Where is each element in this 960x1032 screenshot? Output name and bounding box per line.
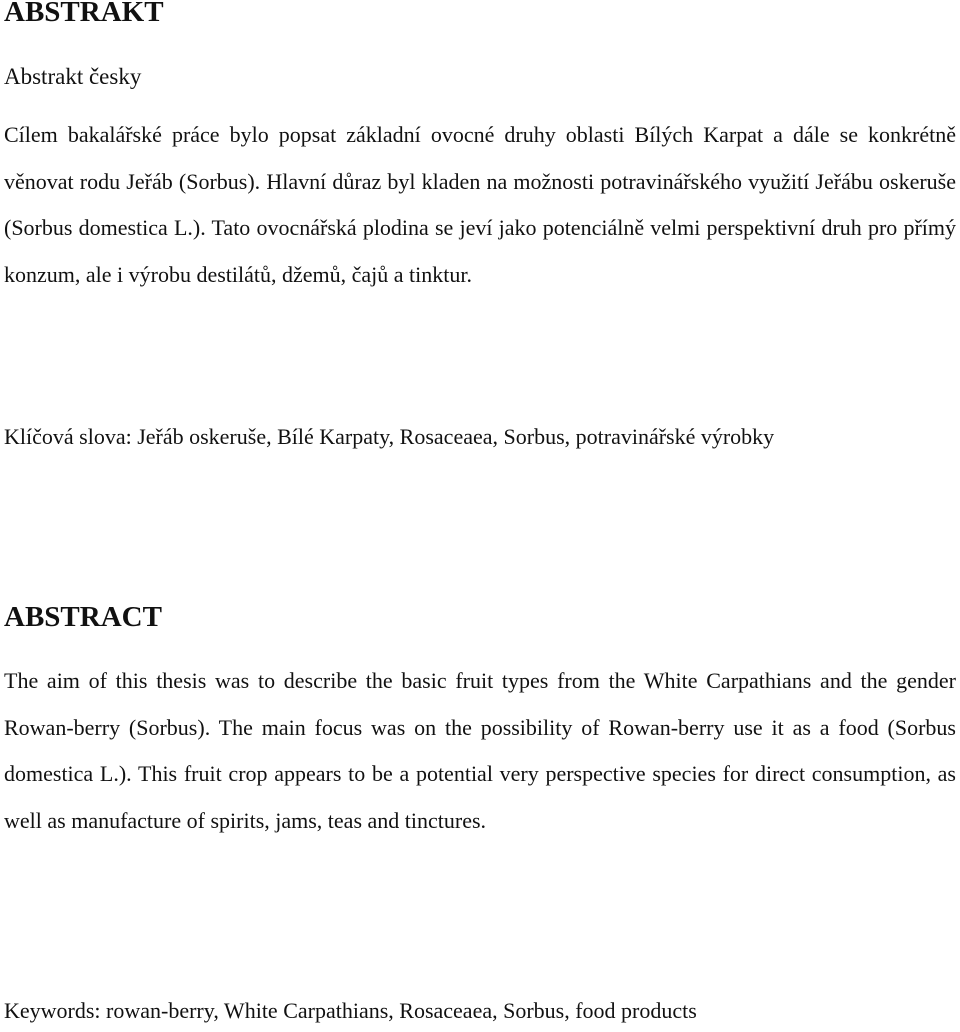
heading-abstract: ABSTRACT bbox=[4, 601, 162, 633]
heading-abstrakt: ABSTRAKT bbox=[4, 0, 164, 28]
english-abstract-paragraph: The aim of this thesis was to describe the basic fruit types from the White Carpathians and the gender Rowan-berry (Sorbus). The main focus was on the possibility of Rowan-berry use it as a food (Sorbus domestica L.). This fruit crop appears to be a potential very perspective species for direct consumption, as well as manufacture of spirits, jams, teas and tinctures. bbox=[4, 668, 956, 833]
subheading-abstrakt-cesky: Abstrakt česky bbox=[4, 64, 142, 89]
czech-abstract-paragraph: Cílem bakalářské práce bylo popsat základní ovocné druhy oblasti Bílých Karpat a dále se konkrétně věnovat rodu Jeřáb (Sorbus). Hlavní důraz byl kladen na možnosti potravinářského využití Jeřábu oskeruše (Sorbus domestica L.). Tato ovocnářská plodina se jeví jako potenciálně velmi perspektivní druh pro přímý konzum, ale i výrobu destilátů, džemů, čajů a tinktur. bbox=[4, 122, 956, 287]
czech-keywords: Klíčová slova: Jeřáb oskeruše, Bílé Karpaty, Rosaceaea, Sorbus, potravinářské výrobky bbox=[4, 424, 775, 449]
english-keywords: Keywords: rowan-berry, White Carpathians, Rosaceaea, Sorbus, food products bbox=[4, 998, 697, 1023]
